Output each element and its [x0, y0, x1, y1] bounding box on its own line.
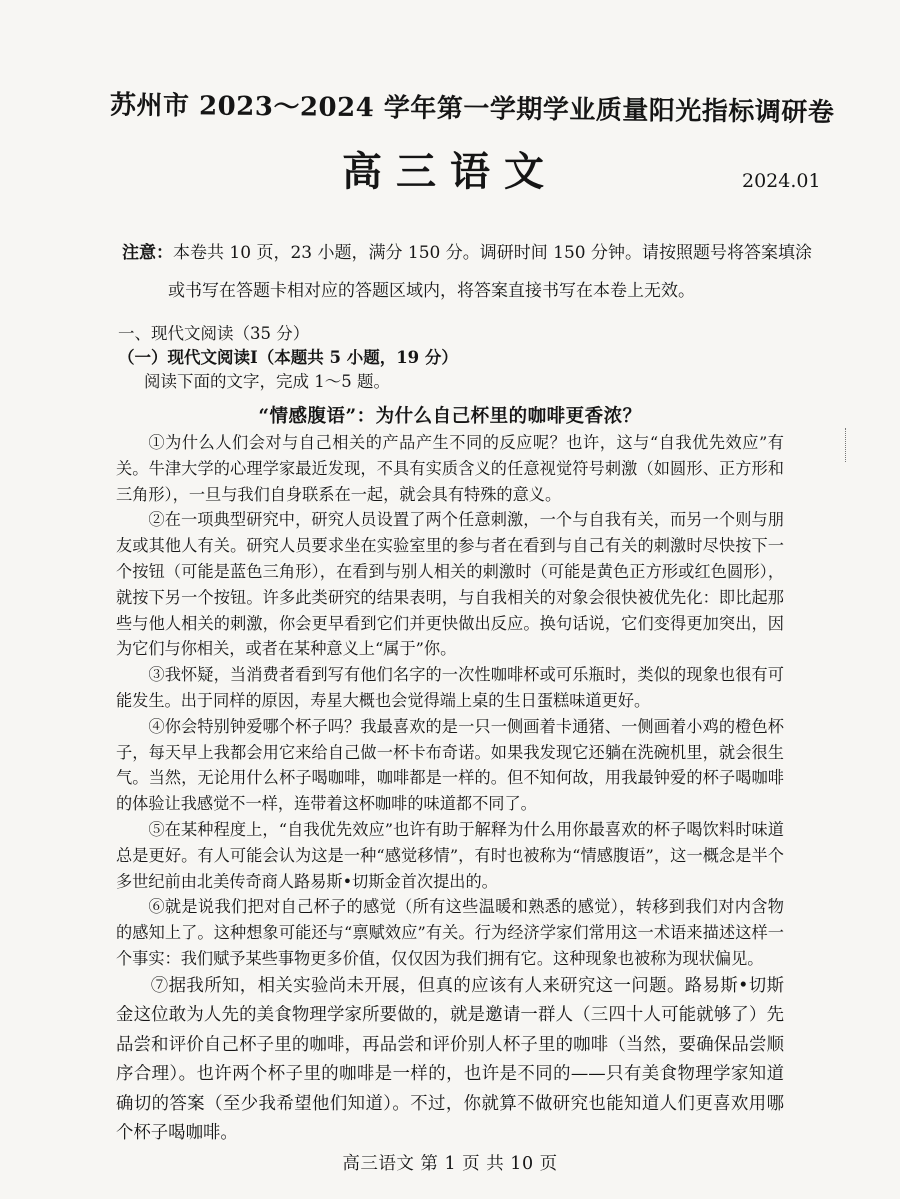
paragraph-3: ③我怀疑，当消费者看到写有他们名字的一次性咖啡杯或可乐瓶时，类似的现象也很有可能发生。出于同样的原因，寿星大概也会觉得端上桌的生日蛋糕味道更好。 [116, 665, 784, 710]
scan-mark [845, 428, 848, 462]
paragraph-4: ④你会特别钟爱哪个杯子吗？我最喜欢的是一只一侧画着卡通猪、一侧画着小鸡的橙色杯子，每天早上我都会用它来给自己做一杯卡布奇诺。如果我发现它还躺在洗碗机里，就会很生气。当然，无论用什么杯子喝咖啡，咖啡都是一样的。但不知何故，用我最钟爱的杯子喝咖啡的体验让我感觉不一样，连带着这杯咖啡的味道都不同了。 [116, 716, 784, 814]
page-footer: 高三语文 第 1 页 共 10 页 [342, 1154, 558, 1174]
paragraph-7: ⑦据我所知，相关实验尚未开展，但真的应该有人来研究这一问题。路易斯•切斯金这位敢为人先的美食物理学家所要做的，就是邀请一群人（三四十人可能就够了）先品尝和评价自己杯子里的咖啡，再品尝和评价别人杯子里的咖啡（当然，要确保品尝顺序合理）。也许两个杯子里的咖啡是一样的，也许是不同的——只有美食物理学家知道确切的答案（至少我希望他们知道）。不过，你就算不做研究也能知道人们更喜欢用哪个杯子喝咖啡。 [116, 975, 784, 1144]
subject-title: 高三语文 [342, 148, 558, 195]
paragraph-5: ⑤在某种程度上，“自我优先效应”也许有助于解释为什么用你最喜欢的杯子喝饮料时味道总是更好。有人可能会认为这是一种“感觉移情”，有时也被称为“情感腹语”，这一概念是半个多世纪前由北美传奇商人路易斯•切斯金首次提出的。 [116, 819, 784, 891]
exam-title: 苏州市 2023～2024 学年第一学期学业质量阳光指标调研卷 [109, 90, 835, 129]
article-body [116, 430, 784, 1149]
section-heading: 一、现代文阅读（35 分） [118, 324, 310, 343]
notice-line-2: 或书写在答题卡相对应的答题区域内，将答案直接书写在本卷上无效。 [168, 281, 695, 301]
notice-text-1: 本卷共 10 页，23 小题，满分 150 分。调研时间 150 分钟。请按照题号将答案填涂 [173, 243, 812, 263]
section-subheading: （一）现代文阅读Ⅰ（本题共 5 小题，19 分） [118, 348, 458, 367]
notice-line-1 [122, 234, 812, 272]
paragraph-6: ⑥就是说我们把对自己杯子的感觉（所有这些温暖和熟悉的感觉），转移到我们对内含物的感知上了。这种想象可能还与“禀赋效应”有关。行为经济学家们常用这一术语来描述这样一个事实：我们赋予某些事物更多价值，仅仅因为我们拥有它。这种现象也被称为现状偏见。 [116, 897, 784, 968]
notice-label: 注意： [122, 243, 173, 263]
paragraph-2: ②在一项典型研究中，研究人员设置了两个任意刺激，一个与自我有关，而另一个则与朋友或其他人有关。研究人员要求坐在实验室里的参与者在看到与自己有关的刺激时尽快按下一个按钮（可能是蓝色三角形），在看到与别人相关的刺激时（可能是黄色正方形或红色圆形），就按下另一个按钮。许多此类研究的结果表明，与自我相关的对象会很快被优先化：即比起那些与他人相关的刺激，你会更早看到它们并更快做出反应。换句话说，它们变得更加突出，因为它们与你相关，或者在某种意义上“属于”你。 [116, 510, 784, 659]
article-title: “情感腹语”：为什么自己杯里的咖啡更香浓？ [258, 406, 642, 427]
section-header [118, 322, 798, 394]
exam-date: 2024.01 [742, 170, 821, 192]
paragraph-1: ①为什么人们会对与自己相关的产品产生不同的反应呢？也许，这与“自我优先效应”有关。牛津大学的心理学家最近发现，不具有实质含义的任意视觉符号刺激（如圆形、正方形和三角形），一旦与我们自身联系在一起，就会具有特殊的意义。 [116, 433, 784, 504]
notice-block [122, 234, 812, 310]
section-instruction: 阅读下面的文字，完成 1～5 题。 [144, 372, 390, 391]
